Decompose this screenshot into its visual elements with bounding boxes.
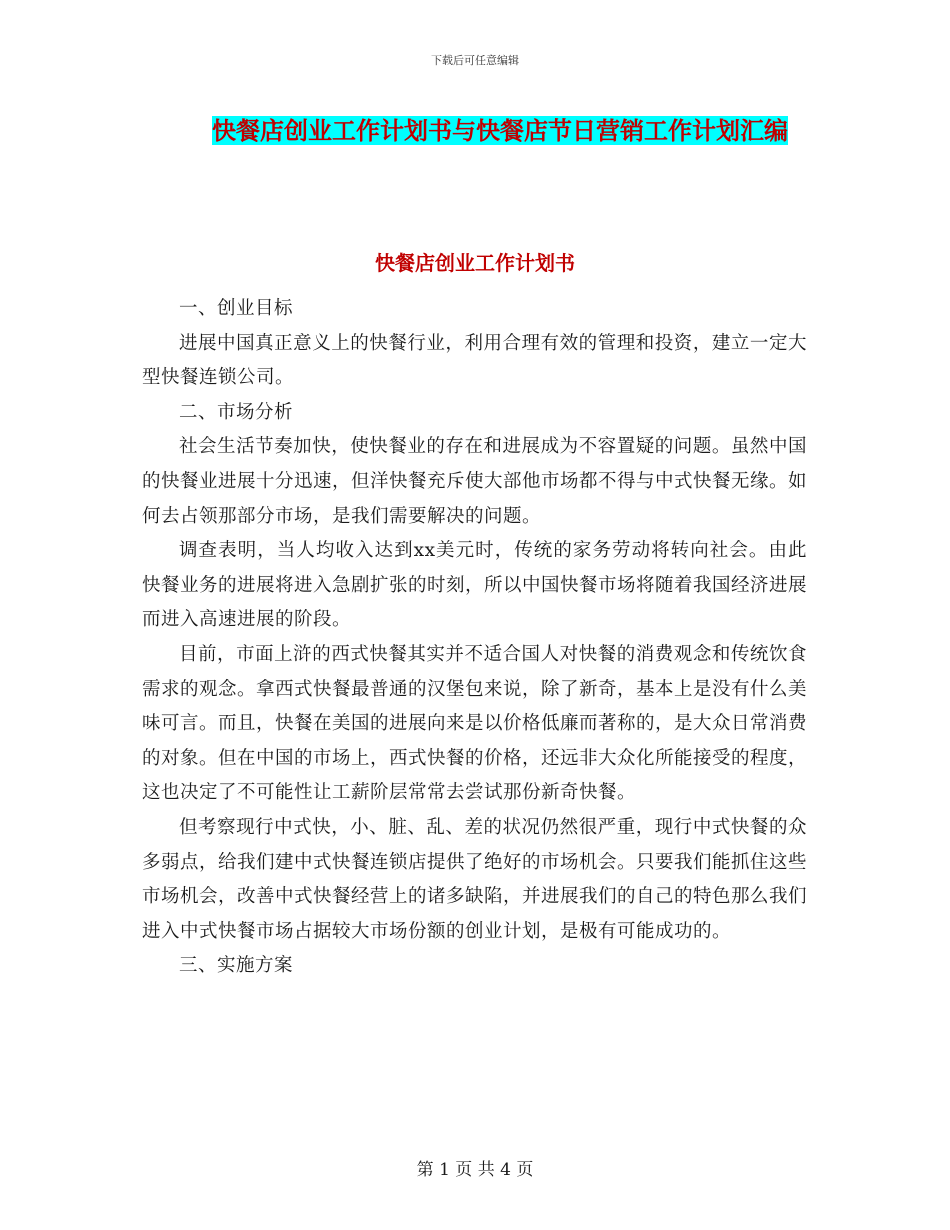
document-title-text: 快餐店创业工作计划书与快餐店节日营销工作计划汇编 <box>212 116 788 145</box>
heading-implementation: 三、实施方案 <box>179 955 294 977</box>
heading-market-analysis: 二、市场分析 <box>179 401 294 423</box>
document-title <box>190 108 810 154</box>
document-body <box>142 292 807 984</box>
paragraph: 调查表明，当人均收入达到xx美元时，传统的家务劳动将转向社会。由此快餐业务的进展将进入急剧扩张的时刻，所以中国快餐市场将随着我国经济进展而进入高速进展的阶段。 <box>142 540 808 631</box>
paragraph: 但考察现行中式快，小、脏、乱、差的状况仍然很严重，现行中式快餐的众多弱点，给我们建中式快餐连锁店提供了绝好的市场机会。只要我们能抓住这些市场机会，改善中式快餐经营上的诸多缺陷，并进展我们的自己的特色那么我们进入中式快餐市场占据较大市场份额的创业计划，是极有可能成功的。 <box>142 816 808 942</box>
heading-goal: 一、创业目标 <box>179 298 294 319</box>
paragraph: 社会生活节奏加快，使快餐业的存在和进展成为不容置疑的问题。虽然中国的快餐业进展十分迅速，但洋快餐充斥使大部他市场都不得与中式快餐无缘。如何去占领那部分市场，是我们需要解决的问题。 <box>142 436 808 527</box>
paragraph: 进展中国真正意义上的快餐行业，利用合理有效的管理和投资，建立一定大型快餐连锁公司。 <box>142 332 807 389</box>
page-footer: 第 1 页 共 4 页 <box>416 1160 534 1180</box>
section-title: 快餐店创业工作计划书 <box>375 251 575 275</box>
header-note: 下载后可任意编辑 <box>431 54 519 67</box>
paragraph: 目前，市面上浒的西式快餐其实并不适合国人对快餐的消费观念和传统饮食需求的观念。拿西式快餐最普通的汉堡包来说，除了新奇，基本上是没有什么美味可言。而且，快餐在美国的进展向来是以价格低廉而著称的，是大众日常消费的对象。但在中国的市场上，西式快餐的价格，还远非大众化所能接受的程度，这也决定了不可能性让工薪阶层常常去尝试那份新奇快餐。 <box>142 643 808 804</box>
